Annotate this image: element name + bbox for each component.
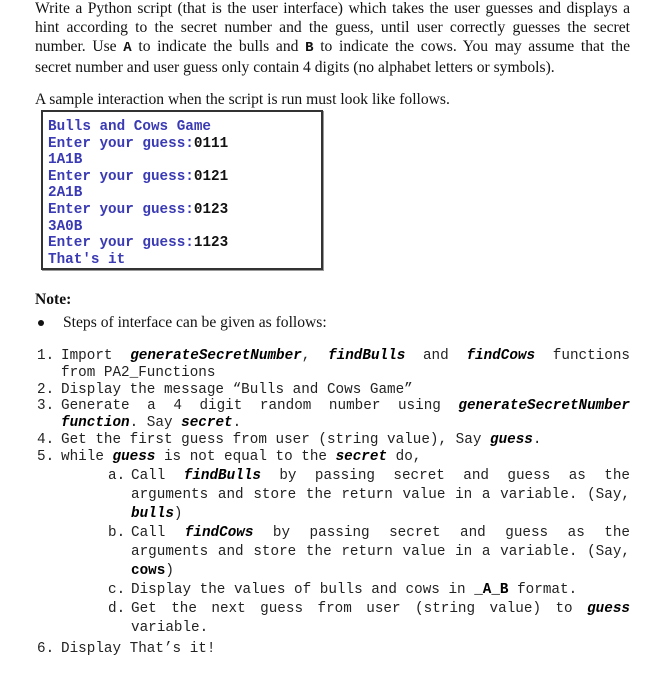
- text-segment: Get the next guess from user (string value) to: [131, 600, 588, 617]
- step-body: [61, 348, 630, 382]
- console-end: That's it: [48, 251, 126, 268]
- text-segment: A: [123, 40, 132, 56]
- step-body: [131, 600, 630, 638]
- prompt-text: Enter your guess:: [48, 235, 194, 252]
- text-segment: _A_B: [474, 581, 509, 598]
- step-marker: 4.: [37, 431, 55, 448]
- text-segment: functions: [535, 348, 630, 364]
- text-segment: by passing secret and guess as the: [253, 524, 630, 541]
- text-segment: ): [173, 505, 183, 522]
- text-segment: hint according to the secret number and the guess, until user correctly guesses the secret: [35, 19, 630, 36]
- hint-line: 3A0B: [48, 218, 83, 235]
- text-segment: findBulls: [328, 348, 406, 364]
- step-body: [61, 432, 630, 449]
- intro-line: [35, 58, 630, 77]
- step-marker: b.: [108, 524, 126, 541]
- text-segment: guess: [489, 431, 533, 448]
- console-prompt-line: [48, 169, 321, 186]
- text-segment: .: [532, 431, 542, 448]
- text-segment: Display the values of bulls and cows in: [131, 581, 475, 598]
- step-line: [61, 382, 630, 399]
- step-body: [61, 641, 630, 658]
- step-line: [61, 415, 630, 432]
- text-segment: to indicate the bulls and: [131, 38, 306, 55]
- step-line: [61, 641, 630, 658]
- step-body: [131, 467, 630, 524]
- text-segment: guess: [112, 448, 156, 465]
- text-segment: bulls: [131, 505, 174, 522]
- text-segment: Get the first guess from user (string value), Say: [61, 431, 490, 448]
- text-segment: ,: [301, 348, 329, 364]
- text-segment: while: [61, 448, 113, 465]
- user-input: 0121: [193, 168, 229, 185]
- text-segment: variable.: [131, 619, 209, 636]
- steps-list: [37, 348, 630, 657]
- text-segment: cows: [131, 562, 166, 579]
- prompt-text: Enter your guess:: [48, 201, 194, 218]
- step-marker: c.: [108, 581, 126, 598]
- step-item: [108, 600, 630, 638]
- console-title: Bulls and Cows Game: [48, 119, 212, 135]
- substeps-list: [108, 467, 630, 638]
- text-segment: and: [405, 348, 467, 364]
- step-line: [61, 449, 630, 466]
- text-segment: Display That’s it!: [61, 640, 216, 657]
- text-segment: secret number and user guess only contain 4 digits (no alphabet letters or symbols).: [35, 59, 555, 76]
- step-item: [108, 524, 630, 581]
- text-segment: Call: [131, 467, 184, 484]
- text-segment: .: [232, 415, 242, 432]
- bullet-item: [35, 314, 327, 332]
- step-line: [61, 348, 630, 365]
- console-output: [41, 110, 323, 270]
- step-item: [108, 467, 630, 524]
- step-item: [37, 398, 630, 432]
- text-segment: function: [61, 415, 130, 432]
- console-prompt-line: [48, 235, 321, 252]
- intro-line: [35, 37, 630, 58]
- step-marker: 1.: [37, 348, 55, 364]
- step-marker: 3.: [37, 398, 55, 415]
- user-input: 1123: [193, 235, 229, 252]
- sample-heading: A sample interaction when the script is run must look like follows.: [35, 91, 450, 108]
- step-line: [131, 581, 630, 600]
- user-input: 0111: [193, 135, 229, 152]
- step-item: [37, 432, 630, 449]
- intro-paragraph: [35, 0, 630, 77]
- intro-line: [35, 18, 630, 37]
- text-segment: secret: [181, 415, 233, 432]
- text-segment: . Say: [129, 415, 182, 432]
- step-line: [61, 398, 630, 415]
- step-body: [61, 449, 630, 466]
- step-body: [131, 524, 630, 581]
- text-segment: guess: [587, 600, 630, 617]
- hint-line: 1A1B: [48, 152, 83, 169]
- hint-line: 2A1B: [48, 185, 83, 202]
- text-segment: to indicate the cows. You may assume that the: [313, 38, 630, 55]
- step-body: [61, 398, 630, 432]
- text-segment: findCows: [466, 348, 536, 364]
- step-marker: 6.: [37, 640, 55, 657]
- text-segment: B: [305, 40, 314, 56]
- step-line: [131, 505, 630, 524]
- prompt-text: Enter your guess:: [48, 168, 194, 185]
- intro-line: [35, 0, 630, 18]
- step-item: [37, 348, 630, 382]
- step-item: [37, 449, 630, 466]
- bullet-text: Steps of interface can be given as follows:: [63, 314, 327, 331]
- step-line: [61, 432, 630, 449]
- step-item: [37, 382, 630, 399]
- text-segment: findCows: [184, 524, 254, 541]
- step-marker: a.: [108, 467, 126, 484]
- note-label: Note:: [35, 291, 72, 308]
- user-input: 0123: [193, 201, 229, 218]
- text-segment: generateSecretNumber: [458, 398, 630, 415]
- step-line: [131, 524, 630, 543]
- text-segment: from PA2_Functions: [61, 364, 216, 381]
- text-segment: Display the message “Bulls and Cows Game”: [61, 381, 413, 398]
- step-line: [131, 562, 630, 581]
- step-marker: 5.: [37, 448, 55, 465]
- console-prompt-line: [48, 136, 321, 153]
- text-segment: is not equal to the: [155, 448, 336, 465]
- console-prompt-line: [48, 202, 321, 219]
- text-segment: format.: [508, 581, 578, 598]
- step-item: [108, 581, 630, 600]
- step-marker: 2.: [37, 381, 55, 398]
- text-segment: by passing secret and guess as the: [260, 467, 630, 484]
- prompt-text: Enter your guess:: [48, 135, 194, 152]
- text-segment: arguments and store the return value in a variable. (Say,: [131, 543, 630, 560]
- text-segment: Import: [61, 348, 131, 364]
- text-segment: Call: [131, 524, 185, 541]
- step-line: [131, 467, 630, 486]
- text-segment: findBulls: [183, 467, 261, 484]
- step-marker: d.: [108, 600, 126, 617]
- text-segment: do,: [387, 448, 422, 465]
- text-segment: generateSecretNumber: [130, 348, 302, 364]
- step-line: [61, 365, 630, 382]
- bullet-icon: [38, 320, 44, 326]
- step-line: [131, 543, 630, 562]
- text-segment: Generate a 4 digit random number using: [61, 398, 459, 415]
- step-item: [37, 641, 630, 658]
- text-segment: secret: [335, 448, 388, 465]
- text-segment: Write a Python script (that is the user interface) which takes the user guesses and displays a: [35, 0, 630, 17]
- step-line: [131, 486, 630, 505]
- step-line: [131, 600, 630, 619]
- text-segment: number. Use: [35, 38, 124, 55]
- step-line: [131, 619, 630, 638]
- text-segment: arguments and store the return value in a variable. (Say,: [131, 486, 630, 503]
- text-segment: ): [165, 562, 174, 579]
- step-body: [131, 581, 630, 600]
- step-body: [61, 382, 630, 399]
